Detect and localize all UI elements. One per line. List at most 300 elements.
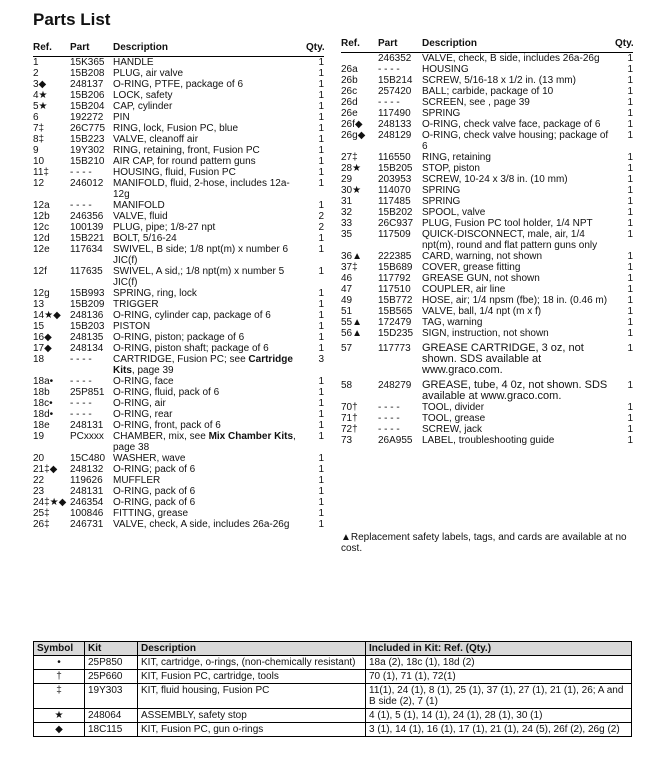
description-cell (113, 79, 306, 90)
part-row (341, 185, 633, 196)
part-number-cell: 15B206 (70, 90, 105, 101)
part-number-cell: 117485 (378, 196, 411, 207)
qty-cell: 1 (627, 185, 633, 196)
description-text: FITTING, grease (113, 508, 189, 519)
part-number-cell: 117773 (378, 343, 411, 354)
part-row (33, 431, 324, 453)
description-cell (113, 343, 306, 354)
ref-cell: 55▲ (341, 317, 363, 328)
ref-cell: 31 (341, 196, 353, 207)
part-row (33, 310, 324, 321)
qty-cell: 1 (627, 402, 633, 413)
part-row (33, 134, 324, 145)
part-row (341, 402, 633, 413)
qty-cell: 1 (627, 108, 633, 119)
description-cell (113, 90, 306, 101)
qty-cell: 1 (318, 233, 324, 244)
qty-cell: 1 (318, 156, 324, 167)
qty-cell: 1 (627, 284, 633, 295)
kit-row (34, 656, 632, 670)
description-cell (113, 310, 306, 321)
part-row (33, 321, 324, 332)
ref-cell: 30★ (341, 185, 362, 196)
description-text: VALVE, ball, 1/4 npt (m x f) (422, 306, 542, 317)
ref-cell: 37‡ (341, 262, 358, 273)
description-text: O-RING, rear (113, 409, 173, 420)
ref-cell: 26f◆ (341, 119, 363, 130)
description-text: O-RING, check valve housing; package of 6 (422, 130, 609, 152)
ref-cell: 4★ (33, 90, 48, 101)
ref-cell: 23 (33, 486, 45, 497)
description-text: CARTRIDGE, Fusion PC; see (113, 354, 246, 365)
ref-cell: 8‡ (33, 134, 45, 145)
description-text: SIGN, instruction, not shown (422, 328, 549, 339)
part-number-cell: - - - - (378, 64, 400, 75)
part-row (341, 435, 633, 446)
qty-cell: 1 (318, 508, 324, 519)
description-text: SWIVEL, A sid,; 1/8 npt(m) x number 5 JIC(f) (113, 266, 285, 288)
part-row (33, 420, 324, 431)
part-number-cell: 172479 (378, 317, 412, 328)
part-row (33, 112, 324, 123)
part-row (33, 332, 324, 343)
qty-cell: 1 (318, 321, 324, 332)
part-row (341, 64, 633, 75)
ref-cell: 26e (341, 108, 358, 119)
part-row (341, 328, 633, 339)
description-cell (113, 167, 306, 178)
ref-cell: 18b (33, 387, 50, 398)
description-cell (113, 178, 306, 200)
part-header: Part (70, 42, 113, 57)
qty-cell: 1 (318, 431, 324, 442)
part-row (341, 273, 633, 284)
description-text: CAP, cylinder (113, 101, 173, 112)
qty-cell: 1 (318, 387, 324, 398)
part-row (33, 145, 324, 156)
part-row (341, 251, 633, 262)
ref-cell: 14★◆ (33, 310, 61, 321)
ref-cell: 15 (33, 321, 45, 332)
kit-symbol-cell: ★ (34, 709, 85, 723)
description-cell (422, 97, 615, 108)
description-text: O-RING, piston shaft; package of 6 (113, 343, 269, 354)
description-text: SCREEN, see , page 39 (422, 97, 530, 108)
part-number-cell: 116550 (378, 152, 411, 163)
description-tail: , page 39 (131, 365, 174, 376)
part-number-cell: 15B689 (378, 262, 413, 273)
description-text: RING, retaining (422, 152, 491, 163)
ref-cell: 18c• (33, 398, 53, 409)
kit-number-cell: 25P850 (85, 656, 138, 670)
qty-cell: 3 (318, 354, 324, 365)
description-text: VALVE, fluid (113, 211, 168, 222)
part-number-cell: - - - - (378, 402, 400, 413)
part-number-cell: - - - - (70, 200, 92, 211)
qty-cell: 1 (627, 174, 633, 185)
description-link-text: Cartridge Kits (113, 354, 293, 376)
parts-table-header (33, 42, 324, 57)
ref-cell: 6 (33, 112, 39, 123)
qty-cell: 1 (318, 376, 324, 387)
part-row (341, 424, 633, 435)
part-row (341, 108, 633, 119)
description-text: HOUSING, fluid, Fusion PC (113, 167, 236, 178)
part-row (341, 86, 633, 97)
ref-header: Ref. (341, 38, 378, 53)
part-number-cell: 15B565 (378, 306, 413, 317)
part-number-cell: 248131 (70, 420, 104, 431)
description-text: BOLT, 5/16-24 (113, 233, 177, 244)
description-text: SPRING, ring, lock (113, 288, 197, 299)
kit-symbol-cell: • (34, 656, 85, 670)
description-cell (113, 431, 306, 453)
ref-cell: 56▲ (341, 328, 363, 339)
part-row (341, 97, 633, 108)
part-number-cell: 25P851 (70, 387, 105, 398)
page-title: Parts List (33, 10, 111, 29)
ref-cell: 17◆ (33, 343, 52, 354)
part-row (33, 79, 324, 90)
description-cell (113, 145, 306, 156)
qty-cell: 1 (318, 475, 324, 486)
description-text: SPRING (422, 196, 461, 207)
description-text: PLUG, air valve (113, 68, 184, 79)
description-text: GREASE CARTRIDGE, 3 oz, not shown. SDS available at www.graco.com. (422, 342, 584, 376)
description-cell (422, 174, 615, 185)
description-text: STOP, piston (422, 163, 480, 174)
part-number-cell: 248132 (70, 464, 104, 475)
qty-cell: 1 (627, 64, 633, 75)
part-row (33, 266, 324, 288)
qty-cell: 1 (627, 163, 633, 174)
part-number-cell: 246356 (70, 211, 104, 222)
part-number-cell: 15B223 (70, 134, 105, 145)
part-row (33, 519, 324, 530)
part-number-cell: 246731 (70, 519, 104, 530)
part-number-cell: 15B209 (70, 299, 105, 310)
description-text: O-RING; pack of 6 (113, 464, 196, 475)
description-cell (113, 134, 306, 145)
part-row (341, 119, 633, 130)
ref-cell: 12a (33, 200, 50, 211)
ref-cell: 10 (33, 156, 45, 167)
qty-cell: 2 (318, 211, 324, 222)
description-text: MANIFOLD, fluid, 2-hose, includes 12a-12g (113, 178, 290, 200)
qty-cell: 1 (627, 317, 633, 328)
part-number-cell: 100846 (70, 508, 104, 519)
description-text: SPRING (422, 185, 461, 196)
description-cell (422, 53, 615, 65)
description-cell (422, 328, 615, 339)
qty-cell: 1 (318, 486, 324, 497)
description-cell (113, 486, 306, 497)
qty-cell: 1 (318, 497, 324, 508)
qty-cell: 1 (627, 306, 633, 317)
description-header: Description (422, 38, 615, 53)
ref-cell: 12b (33, 211, 50, 222)
qty-cell: 1 (318, 420, 324, 431)
kit-number-cell: 248064 (85, 709, 138, 723)
ref-cell: 22 (33, 475, 45, 486)
kit-number-cell: 18C115 (85, 723, 138, 737)
description-text: RING, lock, Fusion PC, blue (113, 123, 239, 134)
part-row (33, 387, 324, 398)
description-cell (422, 108, 615, 119)
ref-cell: 12f (33, 266, 47, 277)
ref-cell: 26a (341, 64, 358, 75)
part-number-cell: 15C480 (70, 453, 106, 464)
symbol-header: Symbol (34, 642, 85, 656)
qty-cell: 1 (318, 79, 324, 90)
description-cell (422, 64, 615, 75)
ref-cell: 28★ (341, 163, 362, 174)
part-row (33, 167, 324, 178)
ref-cell: 12c (33, 222, 50, 233)
part-number-cell: 15B221 (70, 233, 105, 244)
part-row (33, 343, 324, 354)
kit-description-header: Description (138, 642, 366, 656)
part-number-cell: 26C775 (70, 123, 106, 134)
ref-cell: 16◆ (33, 332, 52, 343)
ref-cell (341, 53, 378, 65)
qty-cell: 1 (627, 413, 633, 424)
kit-header: Kit (85, 642, 138, 656)
description-text: O-RING, pack of 6 (113, 497, 196, 508)
qty-cell: 1 (627, 152, 633, 163)
description-text: SPOOL, valve (422, 207, 486, 218)
qty-cell: 1 (318, 519, 324, 530)
qty-cell: 1 (318, 123, 324, 134)
kit-included-cell: 3 (1), 14 (1), 16 (1), 17 (1), 21 (1), 24 (5), 26f (2), 26g (2) (366, 723, 632, 737)
ref-cell: 26b (341, 75, 358, 86)
part-number-cell: 203953 (378, 174, 412, 185)
description-text: TRIGGER (113, 299, 159, 310)
ref-cell: 32 (341, 207, 353, 218)
ref-cell: 57 (341, 343, 353, 354)
description-cell (113, 222, 306, 233)
part-number-cell: - - - - (70, 354, 92, 365)
part-row (33, 486, 324, 497)
ref-cell: 72† (341, 424, 358, 435)
part-row (33, 123, 324, 134)
qty-cell: 1 (318, 464, 324, 475)
part-row (341, 306, 633, 317)
qty-cell: 1 (627, 218, 633, 229)
part-number-cell: 119626 (70, 475, 103, 486)
kits-table-header (34, 642, 632, 656)
part-number-cell: 15B204 (70, 101, 105, 112)
part-row (33, 90, 324, 101)
description-cell (113, 112, 306, 123)
qty-cell: 1 (318, 90, 324, 101)
ref-cell: 20 (33, 453, 45, 464)
kit-description-cell: ASSEMBLY, safety stop (138, 709, 366, 723)
kit-row (34, 723, 632, 737)
description-cell (422, 86, 615, 97)
part-row (341, 295, 633, 306)
part-number-cell: - - - - (378, 424, 400, 435)
kit-included-cell: 4 (1), 5 (1), 14 (1), 24 (1), 28 (1), 30 (1) (366, 709, 632, 723)
qty-cell: 1 (627, 273, 633, 284)
part-row (33, 211, 324, 222)
description-text: VALVE, check, B side, includes 26a-26g (422, 53, 600, 64)
description-text: O-RING, piston; package of 6 (113, 332, 245, 343)
ref-cell: 26d (341, 97, 358, 108)
description-cell (113, 497, 306, 508)
ref-cell: 13 (33, 299, 45, 310)
description-tail: , page 38 (113, 431, 296, 453)
part-row (341, 152, 633, 163)
part-number-cell: 15B214 (378, 75, 413, 86)
description-text: VALVE, cleanoff air (113, 134, 199, 145)
part-row (33, 453, 324, 464)
parts-table-left (33, 42, 324, 530)
description-cell (422, 185, 615, 196)
description-cell (422, 130, 615, 152)
ref-cell: 18e (33, 420, 50, 431)
description-cell (422, 119, 615, 130)
description-text: PLUG, Fusion PC tool holder, 1/4 NPT (422, 218, 593, 229)
part-number-cell: - - - - (70, 167, 92, 178)
kit-included-cell: 11(1), 24 (1), 8 (1), 25 (1), 37 (1), 27 (1), 21 (1), 26; A and B side (2), 7 (1) (366, 684, 632, 709)
qty-cell: 1 (627, 97, 633, 108)
description-text: LOCK, safety (113, 90, 173, 101)
description-cell (113, 233, 306, 244)
description-cell (113, 299, 306, 310)
ref-header: Ref. (33, 42, 70, 57)
qty-cell: 1 (627, 295, 633, 306)
qty-cell: 1 (318, 409, 324, 420)
kit-description-cell: KIT, fluid housing, Fusion PC (138, 684, 366, 709)
part-number-cell: 117490 (378, 108, 411, 119)
description-text: O-RING, face (113, 376, 174, 387)
ref-cell: 47 (341, 284, 353, 295)
qty-cell: 1 (318, 101, 324, 112)
description-cell (113, 266, 306, 288)
qty-cell: 1 (627, 251, 633, 262)
description-cell (113, 354, 306, 376)
kit-included-cell: 18a (2), 18c (1), 18d (2) (366, 656, 632, 670)
part-number-cell: 117634 (70, 244, 103, 255)
description-text: PIN (113, 112, 130, 123)
part-header: Part (378, 38, 422, 53)
qty-cell: 1 (318, 453, 324, 464)
description-cell (113, 387, 306, 398)
ref-cell: 12d (33, 233, 50, 244)
description-text: CARD, warning, not shown (422, 251, 543, 262)
description-text: GREASE, tube, 4 0z, not shown. SDS available at www.graco.com. (422, 379, 608, 402)
description-text: TAG, warning (422, 317, 483, 328)
part-row (341, 174, 633, 185)
qty-cell: 1 (318, 145, 324, 156)
kit-description-cell: KIT, Fusion PC, gun o-rings (138, 723, 366, 737)
description-text: O-RING, front, pack of 6 (113, 420, 221, 431)
kit-row (34, 684, 632, 709)
part-number-cell: 248133 (378, 119, 412, 130)
part-number-cell: - - - - (378, 413, 400, 424)
part-row (341, 413, 633, 424)
description-cell (113, 475, 306, 486)
description-cell (422, 435, 615, 446)
part-number-cell: 248136 (70, 310, 104, 321)
part-number-cell: 15B202 (378, 207, 413, 218)
description-cell (422, 196, 615, 207)
description-cell (113, 57, 306, 69)
qty-cell: 1 (318, 343, 324, 354)
description-text: SWIVEL, B side; 1/8 npt(m) x number 6 JIC(f) (113, 244, 289, 266)
description-cell (113, 409, 306, 420)
ref-cell: 33 (341, 218, 353, 229)
description-text: RING, retaining, front, Fusion PC (113, 145, 260, 156)
part-number-cell: 114070 (378, 185, 411, 196)
description-cell (113, 376, 306, 387)
ref-cell: 12g (33, 288, 50, 299)
part-row (341, 376, 633, 402)
description-text: O-RING, pack of 6 (113, 486, 196, 497)
part-number-cell: - - - - (70, 376, 92, 387)
part-number-cell: 15B205 (378, 163, 413, 174)
qty-cell: 1 (318, 266, 324, 277)
part-number-cell: 15B772 (378, 295, 413, 306)
ref-cell: 1 (33, 57, 39, 68)
kit-symbol-cell: ◆ (34, 723, 85, 737)
description-text: PISTON (113, 321, 151, 332)
description-text: O-RING, fluid, pack of 6 (113, 387, 220, 398)
part-number-cell: 15K365 (70, 57, 105, 68)
description-text: O-RING, check valve face, package of 6 (422, 119, 601, 130)
part-row (33, 222, 324, 233)
qty-cell: 1 (318, 57, 324, 68)
ref-cell: 21‡◆ (33, 464, 58, 475)
part-row (341, 196, 633, 207)
qty-cell: 1 (627, 53, 633, 64)
description-cell (113, 68, 306, 79)
qty-cell: 1 (627, 343, 633, 354)
description-text: TOOL, divider (422, 402, 485, 413)
ref-cell: 26‡ (33, 519, 50, 530)
kit-row (34, 709, 632, 723)
part-number-cell: 26A955 (378, 435, 413, 446)
qty-header: Qty. (306, 42, 324, 57)
ref-cell: 5★ (33, 101, 48, 112)
qty-cell: 2 (318, 222, 324, 233)
ref-cell: 51 (341, 306, 353, 317)
part-row (33, 244, 324, 266)
part-row (33, 101, 324, 112)
description-cell (113, 288, 306, 299)
ref-cell: 26c (341, 86, 358, 97)
qty-cell: 1 (318, 200, 324, 211)
part-number-cell: PCxxxx (70, 431, 104, 442)
description-cell (113, 101, 306, 112)
part-number-cell: 15D235 (378, 328, 414, 339)
description-text: BALL; carbide, package of 10 (422, 86, 554, 97)
qty-cell: 1 (627, 328, 633, 339)
description-cell (422, 284, 615, 295)
description-cell (422, 424, 615, 435)
part-number-cell: 246012 (70, 178, 104, 189)
description-cell (422, 251, 615, 262)
part-row (33, 178, 324, 200)
kit-row (34, 670, 632, 684)
description-cell (422, 152, 615, 163)
ref-cell: 18a• (33, 376, 54, 387)
parts-table-header (341, 38, 633, 53)
kit-included-cell: 70 (1), 71 (1), 72(1) (366, 670, 632, 684)
part-number-cell: - - - - (70, 398, 92, 409)
kits-table (33, 641, 632, 737)
